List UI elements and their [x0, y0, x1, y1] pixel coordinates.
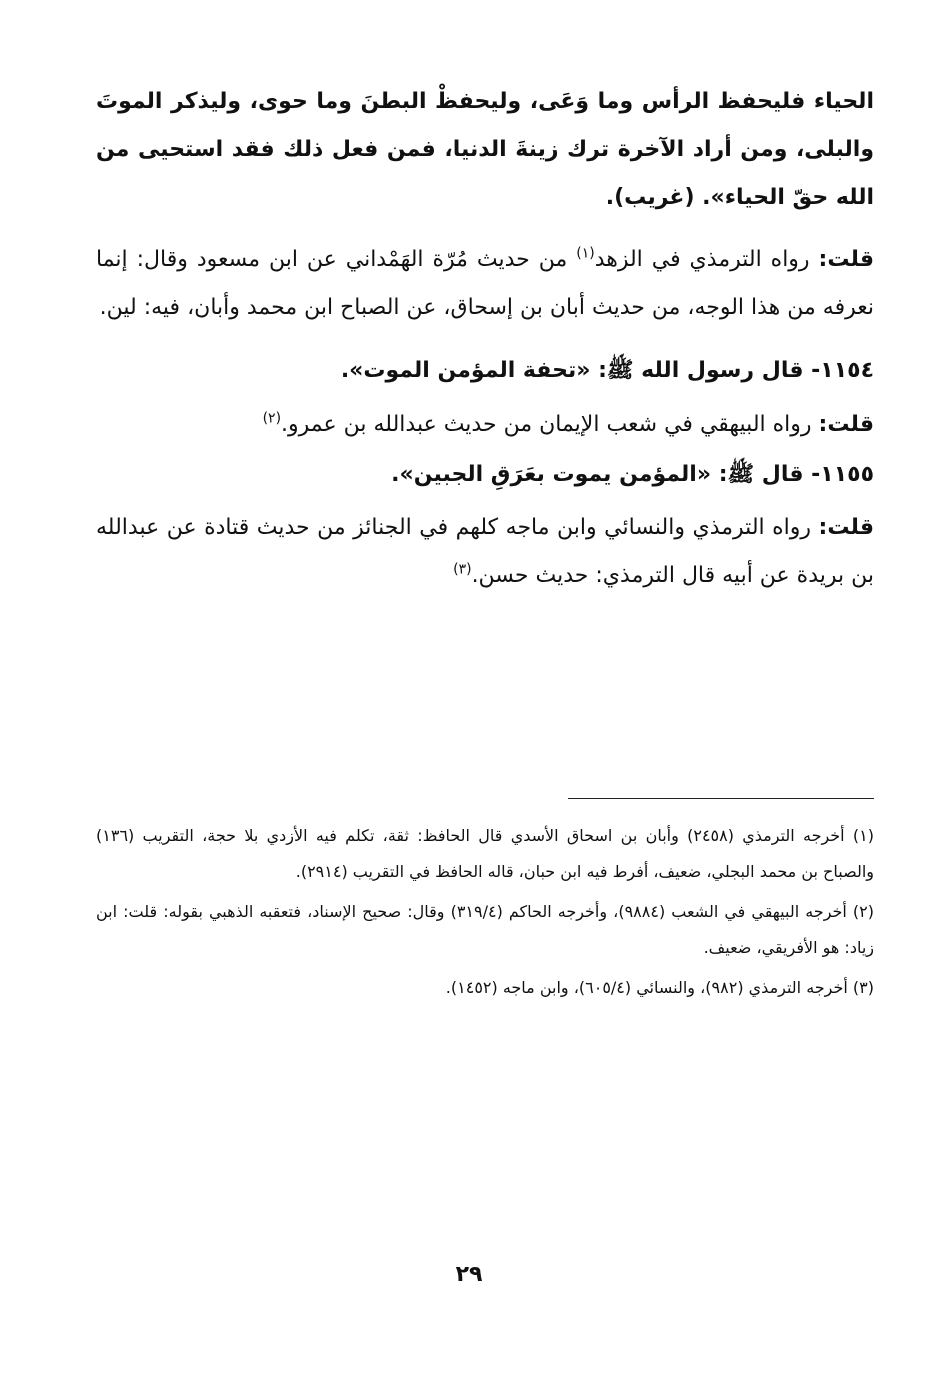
footnote-marker: (١): [576, 245, 595, 262]
commentary-paragraph-2: [96, 400, 874, 450]
qult-label: قلت:: [818, 412, 874, 437]
commentary-paragraph-1: [96, 236, 874, 332]
footnote-marker: (٣): [453, 561, 472, 578]
intro-hadith-text: الحياء فليحفظ الرأس وما وَعَى، وليحفظْ البطنَ وما حوى، وليذكر الموتَ والبلى، ومن أراد الآخرة ترك زينةَ الدنيا، فمن فعل ذلك فقد استحيى من الله حقّ الحياء». (غريب).: [96, 89, 874, 210]
main-text-block: [96, 78, 874, 614]
footnotes-block: [96, 818, 874, 1010]
footnote-marker: (٢): [262, 410, 282, 427]
commentary-text: رواه الترمذي والنسائي وابن ماجه كلهم في الجنائز من حديث قتادة عن عبدالله بن بريدة عن أبيه قال الترمذي: حديث حسن.: [96, 515, 874, 588]
footnote-divider: [568, 798, 874, 799]
hadith-1155: ١١٥٥- قال ﷺ: «المؤمن يموت بعَرَقِ الجبين».: [391, 462, 874, 487]
footnote-3: (٣) أخرجه الترمذي (٩٨٢)، والنسائي (٦٠٥/٤)، وابن ماجه (١٤٥٢).: [445, 978, 874, 997]
commentary-text: من حديث مُرّة الهَمْداني عن ابن مسعود وقال: إنما نعرفه من هذا الوجه، من حديث أبان بن إسحاق، عن الصباح ابن محمد وأبان، فيه: لين.: [96, 247, 874, 320]
commentary-paragraph-3: [96, 504, 874, 600]
commentary-text: رواه الترمذي في الزهد: [594, 247, 819, 272]
hadith-1154: ١١٥٤- قال رسول الله ﷺ: «تحفة المؤمن الموت».: [340, 358, 874, 383]
qult-label: قلت:: [818, 247, 874, 272]
page-number: ٢٩: [455, 1262, 483, 1287]
commentary-text: رواه البيهقي في شعب الإيمان من حديث عبدالله بن عمرو.: [281, 412, 819, 437]
qult-label: قلت:: [818, 515, 874, 540]
footnote-1: (١) أخرجه الترمذي (٢٤٥٨) وأبان بن اسحاق الأسدي قال الحافظ: ثقة، تكلم فيه الأزدي بلا حجة، التقريب (١٣٦) والصباح بن محمد البجلي، ضعيف، أفرط فيه ابن حبان، قاله الحافظ في التقريب (٢٩١٤).: [96, 826, 874, 881]
footnote-2: (٢) أخرجه البيهقي في الشعب (٩٨٨٤)، وأخرجه الحاكم (٣١٩/٤) وقال: صحيح الإسناد، فتعقبه الذهبي بقوله: قلت: ابن زياد: هو الأفريقي، ضعيف.: [96, 902, 875, 957]
